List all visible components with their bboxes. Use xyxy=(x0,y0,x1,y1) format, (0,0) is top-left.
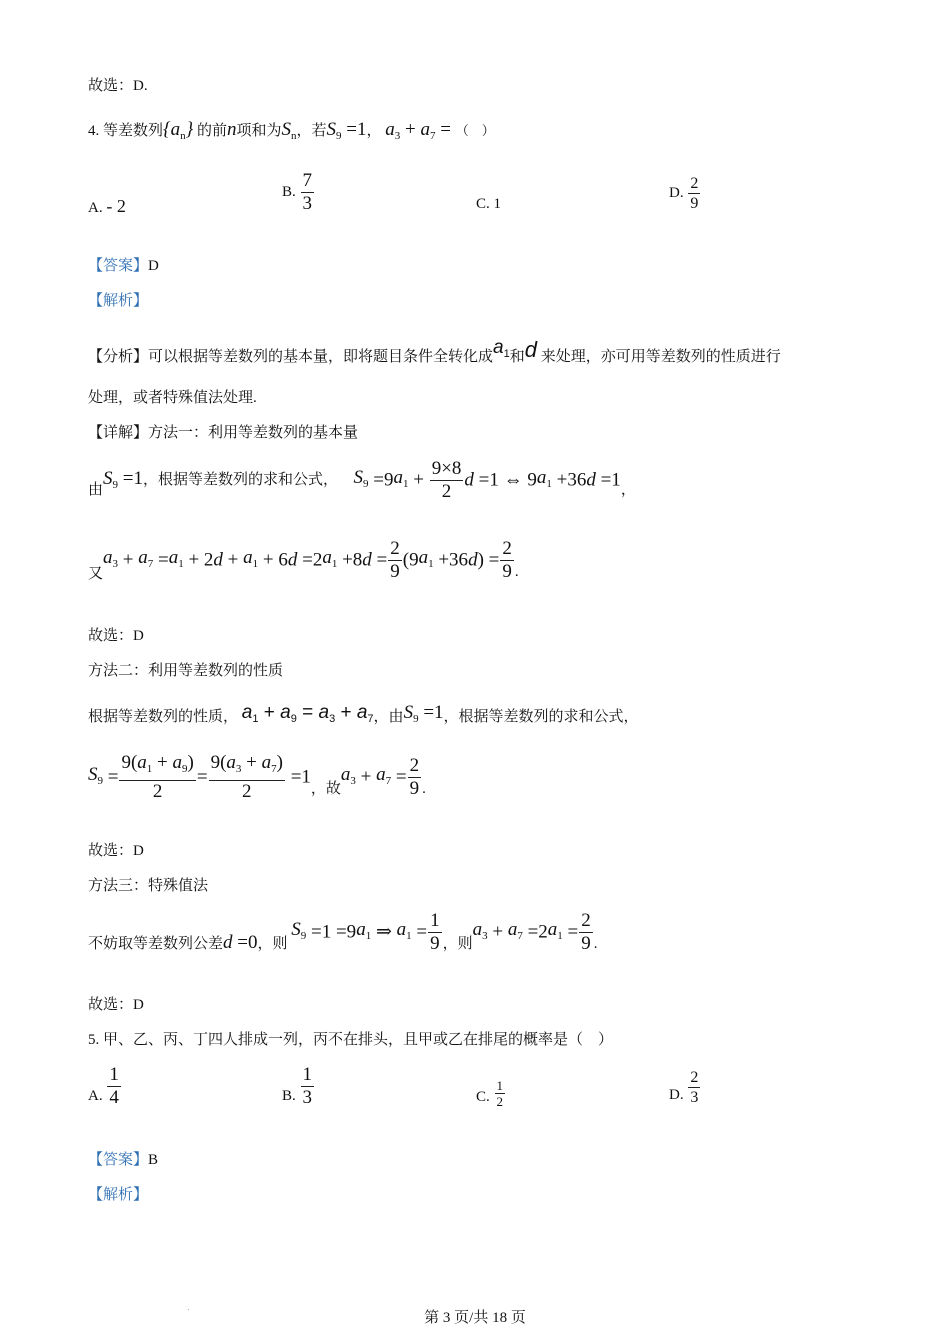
q4-option-a: A. - 2 xyxy=(88,196,126,216)
method2-title: 方法二：利用等差数列的性质 xyxy=(88,663,284,679)
q4-fenxi-cont: 处理，或者特殊值法处理. xyxy=(88,390,257,406)
m3-choice: 故选：D xyxy=(88,997,144,1013)
m1-eq1: 由$S_9 =1$，根据等差数列的求和公式， $S_9 =9a_1$ + $\frac{9\times 8}{2}$ d =1 ⇔ $9a_1 +36d =1$， xyxy=(88,458,636,502)
q5-analysis-tag: 【解析】 xyxy=(88,1187,149,1203)
m1-eq2: 又$a_3 + a_7 =a_1 + 2d + a_1 + 6d =2a_1 +8d$ = $\frac{2}{9}$ $(9a_1 +36d)$ = $\frac{2}{9}$ . xyxy=(88,538,519,582)
question-5-stem: 5. 甲、乙、丙、丁四人排成一列，丙不在排头，且甲或乙在排尾的概率是（ ） xyxy=(88,1032,614,1048)
page-footer: 第 3 页/共 18 页 xyxy=(424,1310,526,1326)
q5-option-a: A. $\frac{1}{4}$ xyxy=(88,1064,119,1108)
answer-tag: 【答案】 xyxy=(88,258,149,274)
m3-eq: 不妨取等差数列公差d =0，则 $S_9 =1 =9a_1$ ⇒ $a_1$ = $\frac{1}{9}$ ，则$a_3 + a_7 =2a_1$ = $\frac{2}{9}$ . xyxy=(88,910,598,954)
m2-eq1: 根据等差数列的性质， $a_1 + a_9 = a_3 + a_7$，由$S_9 =1$，根据等差数列的求和公式， xyxy=(88,702,639,725)
method3-title: 方法三：特殊值法 xyxy=(88,878,209,894)
q5-option-c: C. $\frac{1}{2}$ xyxy=(476,1078,504,1109)
q4-option-b: B. $\frac{7}{3}$ xyxy=(282,170,313,214)
q4-xiangjie: 【详解】方法一：利用等差数列的基本量 xyxy=(88,425,359,441)
question-4-stem: 4. 等差数列$\{a_n\}$ 的前n项和为$S_n$，若$S_9 =1$， $a_3 + a_7$ = （ ） xyxy=(88,119,495,142)
prev-answer: 故选：D. xyxy=(88,78,148,94)
m2-choice: 故选：D xyxy=(88,843,144,859)
q4-answer: 【答案】D xyxy=(88,258,159,274)
q4-fenxi: 【分析】可以根据等差数列的基本量，即将题目条件全转化成$a_1$和d 来处理，亦可用等差数列的性质进行 xyxy=(88,337,781,365)
sequence-an: $\{a_n\}$ xyxy=(163,119,194,142)
q5-answer: 【答案】B xyxy=(88,1152,159,1168)
q5-option-b: B. $\frac{1}{3}$ xyxy=(282,1064,313,1108)
m2-eq2: $S_9$ = $\frac{9(a_1 + a_9)}{2}$ = $\frac{9(a_3 + a_7)}{2}$ =1，故$a_3 + a_7$ = $\frac{2}{9}$ . xyxy=(88,752,426,802)
q4-option-d: D. $\frac{2}{9}$ xyxy=(669,175,699,212)
m1-choice: 故选：D xyxy=(88,628,144,644)
q4-number: 4. xyxy=(88,123,100,139)
q4-analysis-tag: 【解析】 xyxy=(88,293,149,309)
q5-option-d: D. $\frac{2}{3}$ xyxy=(669,1069,699,1106)
q4-option-c: C. 1 xyxy=(476,196,502,212)
